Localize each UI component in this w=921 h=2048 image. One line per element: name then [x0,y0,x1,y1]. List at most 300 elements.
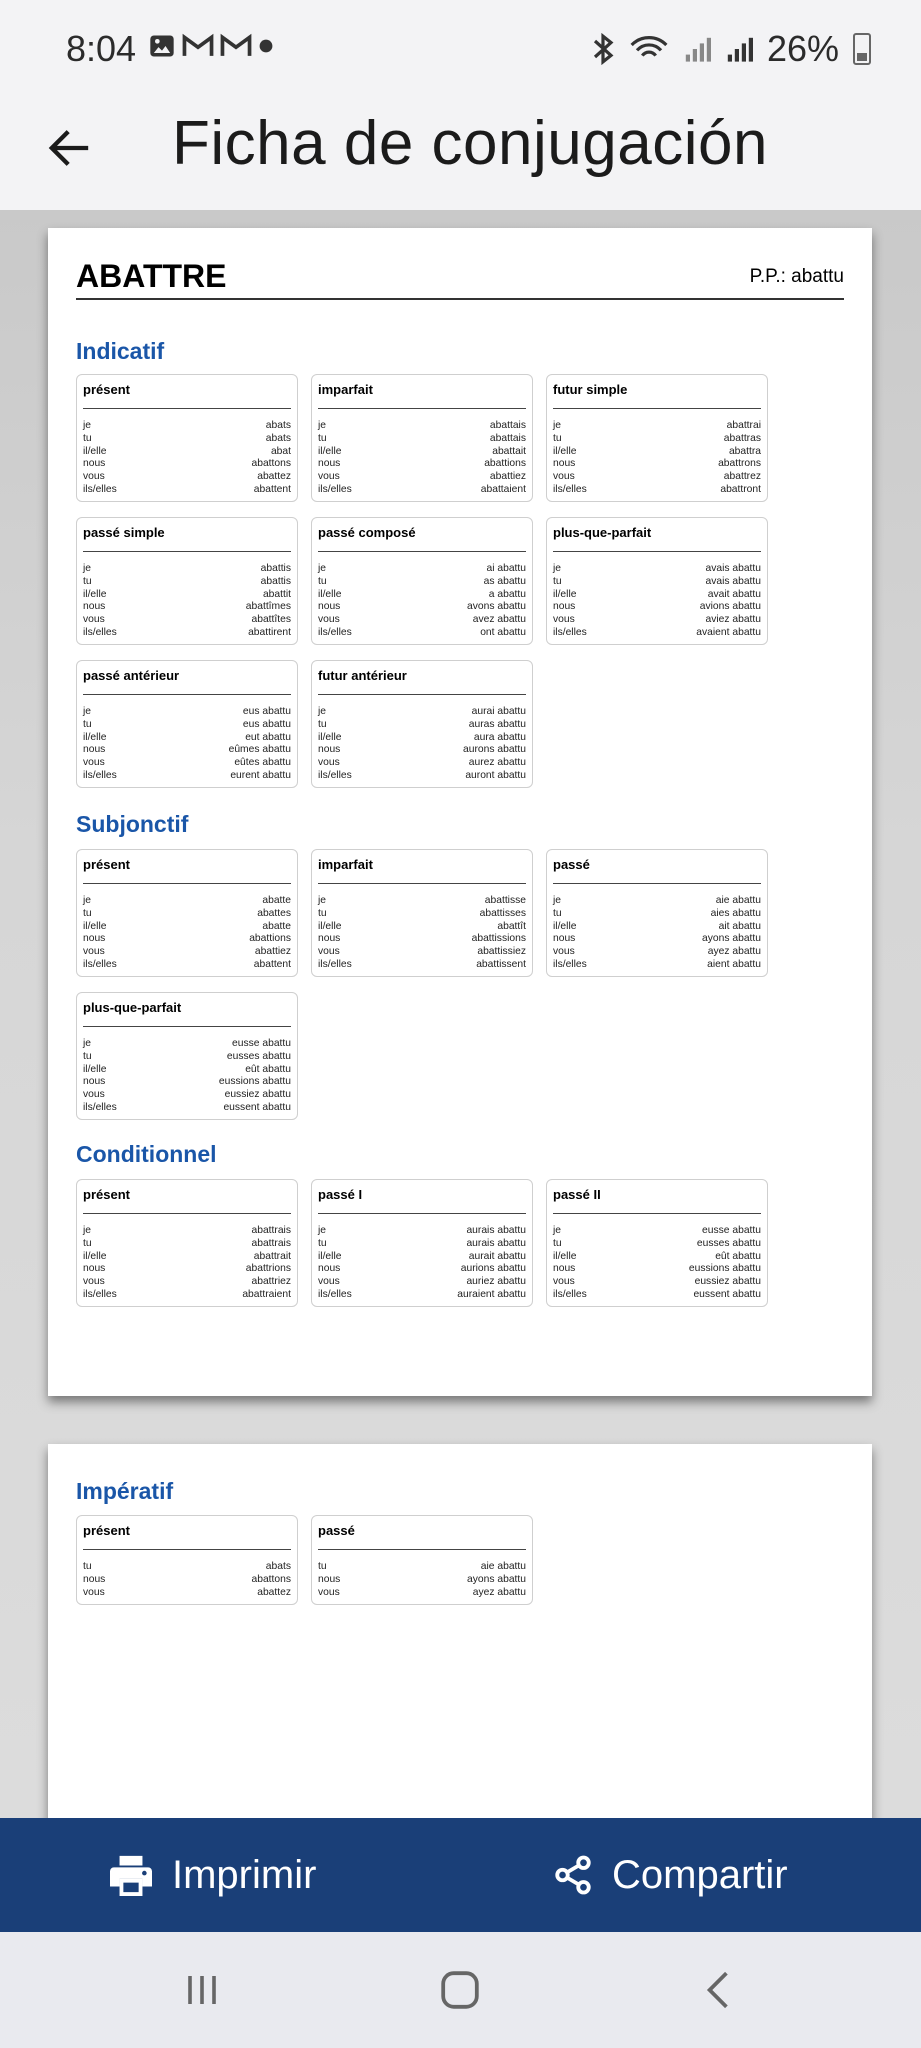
mood-heading-subjonctif: Subjonctif [76,811,189,837]
conjugation-row [83,908,291,921]
status-time: 8:04 [66,28,137,69]
tense-title: futur simple [553,382,761,409]
conjugation-row [553,1263,761,1276]
pronoun: ils/elles [553,1288,587,1300]
verb-form: abattîtes [251,614,291,626]
pronoun: je [553,1225,562,1236]
conjugation-rows [553,563,761,640]
document-preview[interactable] [0,210,921,1818]
pronoun: ils/elles [553,626,587,638]
verb-form: aura abattu [473,731,526,743]
conjugation-row [83,1076,291,1089]
pronoun: nous [553,458,576,470]
pronoun: tu [318,1237,327,1249]
pronoun: vous [83,1089,105,1101]
verb-form: eussions abattu [218,1076,291,1088]
print-label: Imprimir [172,1852,317,1897]
tense-card-indicatif-present [76,374,298,502]
pronoun: je [83,563,92,574]
verb-form: abatte [262,920,291,932]
tense-card-indicatif-passe-compose [311,517,533,645]
tense-title: présent [83,1523,291,1550]
conjugation-row [318,959,526,972]
conjugation-row [83,706,291,719]
verb-form: abattît [497,920,526,932]
pronoun: il/elle [83,1063,107,1075]
conjugation-row [83,1561,291,1574]
verb-form: abattrions [245,1263,291,1275]
tense-title: passé II [553,1187,761,1214]
pronoun: tu [318,432,327,444]
tense-title: plus-que-parfait [83,1000,291,1027]
tense-title: passé [553,857,761,884]
conjugation-row [83,601,291,614]
conjugation-row [318,1276,526,1289]
tense-card-indicatif-imparfait [311,374,533,502]
system-icons [591,28,871,70]
pronoun: vous [318,946,340,958]
conjugation-row [83,1238,291,1251]
verb-form: avions abattu [699,601,761,613]
tense-title: passé composé [318,525,526,552]
conjugation-row [553,921,761,934]
conjugation-row [83,420,291,433]
conjugation-row [83,627,291,640]
tense-card-subjonctif-present [76,849,298,977]
conjugation-rows [83,420,291,497]
recent-apps-button[interactable] [172,1960,232,2020]
pronoun: tu [83,575,92,587]
conjugation-rows [318,1225,526,1302]
verb-form: abattais [489,420,526,431]
conjugation-row [318,627,526,640]
action-bar [0,1818,921,1932]
pronoun: tu [318,718,327,730]
verb-form: auront abattu [465,769,526,781]
conjugation-row [553,589,761,602]
pronoun: vous [318,1276,340,1288]
conjugation-row [318,921,526,934]
pronoun: vous [553,946,575,958]
conjugation-row [318,933,526,946]
battery-percent: 26% [766,28,839,69]
pronoun: vous [83,614,105,626]
pronoun: je [83,1038,92,1049]
verb-form: aie abattu [715,895,761,906]
pronoun: ils/elles [318,769,352,781]
verb-form: auriez abattu [466,1276,526,1288]
verb-form: avais abattu [705,575,761,587]
conjugation-row [553,1238,761,1251]
conjugation-row [318,576,526,589]
pronoun: vous [553,1276,575,1288]
conjugation-rows [83,895,291,972]
conjugation-row [553,601,761,614]
status-bar [0,0,921,100]
verb-form: abattais [489,432,526,444]
conjugation-row [83,757,291,770]
conjugation-row [318,744,526,757]
verb-form: abattrais [251,1225,291,1236]
conjugation-row [318,601,526,614]
conjugation-rows [553,420,761,497]
verb-form: abattrais [251,1237,291,1249]
share-button[interactable] [552,1818,788,1932]
gmail-icon [220,33,252,59]
document-header [76,258,844,300]
conjugation-row [553,576,761,589]
conjugation-row [553,420,761,433]
conjugation-row [83,1102,291,1115]
conjugation-row [83,1089,291,1102]
conjugation-row [553,1276,761,1289]
battery-icon [853,33,871,65]
pronoun: vous [318,471,340,483]
pronoun: il/elle [83,731,107,743]
pronoun: je [318,895,327,906]
conjugation-row [553,908,761,921]
pronoun: il/elle [318,445,342,457]
pronoun: nous [83,933,106,945]
verb-form: abattait [492,445,526,457]
conjugation-row [318,563,526,576]
print-button[interactable] [108,1818,316,1932]
verb-form: eusse abattu [702,1225,761,1236]
conjugation-row [318,446,526,459]
conjugation-row [83,1574,291,1587]
tense-title: passé [318,1523,526,1550]
recent-apps-icon [182,1970,222,2010]
tense-title: présent [83,857,291,884]
pronoun: il/elle [318,920,342,932]
app-bar [0,100,921,210]
pronoun: je [83,420,92,431]
verb-form: a abattu [488,588,526,600]
verb-form: abattront [720,483,761,495]
verb-form: aie abattu [480,1561,526,1572]
pronoun: ils/elles [553,483,587,495]
pronoun: tu [553,1237,562,1249]
tense-title: imparfait [318,382,526,409]
tense-title: futur antérieur [318,668,526,695]
verb-form: abattisse [484,895,526,906]
conjugation-rows [553,1225,761,1302]
verb-form: abattez [257,471,291,483]
pronoun: je [553,895,562,906]
conjugation-rows [318,1561,526,1599]
pronoun: nous [318,1573,341,1585]
conjugation-row [83,1587,291,1600]
tense-card-indicatif-plus-que-parfait [546,517,768,645]
home-icon [439,1969,481,2011]
pronoun: je [553,420,562,431]
tense-card-conditionnel-present [76,1179,298,1307]
verb-form: eus abattu [242,718,291,730]
conjugation-row [553,895,761,908]
conjugation-row [553,458,761,471]
conjugation-row [83,921,291,934]
verb-form: ait abattu [718,920,761,932]
tense-card-subjonctif-plus-que-parfait [76,992,298,1120]
gmail-icon [182,33,214,59]
conjugation-row [553,433,761,446]
conjugation-row [83,732,291,745]
tense-card-imperatif-present [76,1515,298,1605]
verb-form: aies abattu [710,907,761,919]
verb-form: avais abattu [705,563,761,574]
pronoun: ils/elles [318,958,352,970]
tense-card-subjonctif-imparfait [311,849,533,977]
conjugation-row [83,719,291,732]
verb-form: abattis [260,575,291,587]
pronoun: vous [83,946,105,958]
pronoun: nous [318,601,341,613]
conjugation-row [553,614,761,627]
conjugation-row [553,446,761,459]
past-participle: P.P.: abattu [749,266,844,287]
conjugation-row [318,1251,526,1264]
pronoun: il/elle [553,1250,577,1262]
pronoun: nous [83,1263,106,1275]
conjugation-row [83,770,291,783]
verb-form: eussiez abattu [694,1276,761,1288]
tense-card-indicatif-passe-anterieur [76,660,298,788]
verb-form: ai abattu [486,563,526,574]
verb-form: abattras [723,432,761,444]
conjugation-row [553,627,761,640]
verb-form: abatte [262,895,291,906]
tense-title: passé simple [83,525,291,552]
tense-title: passé I [318,1187,526,1214]
verb-form: eût abattu [245,1063,291,1075]
pronoun: nous [318,933,341,945]
pronoun: nous [83,601,106,613]
pronoun: ils/elles [83,769,117,781]
pronoun: nous [83,458,106,470]
pronoun: vous [553,614,575,626]
conjugation-row [553,471,761,484]
conjugation-row [318,770,526,783]
pronoun: ils/elles [83,1101,117,1113]
tense-card-conditionnel-passe-i [311,1179,533,1307]
home-button[interactable] [430,1960,490,2020]
conjugation-row [318,1587,526,1600]
page-title: Ficha de conjugación [172,109,768,178]
conjugation-row [83,576,291,589]
verb-form: eurent abattu [230,769,291,781]
arrow-left-icon [48,128,92,168]
conjugation-row [553,1289,761,1302]
verb-form: abattent [253,483,291,495]
verb-form: eusses abattu [696,1237,761,1249]
pronoun: nous [553,933,576,945]
system-nav-bar [0,1932,921,2048]
verb-form: abattons [251,1573,291,1585]
conjugation-row [83,563,291,576]
verb-form: aurons abattu [463,744,526,756]
verb-form: abattraient [242,1288,291,1300]
verb-form: ayons abattu [702,933,761,945]
verb-form: abattit [262,588,291,600]
mood-heading-conditionnel: Conditionnel [76,1141,217,1167]
conjugation-rows [83,1561,291,1599]
printer-icon [108,1854,154,1896]
conjugation-row [318,420,526,433]
pronoun: nous [553,601,576,613]
verb-form: eût abattu [715,1250,761,1262]
verb-form: abattez [257,1586,291,1598]
pronoun: il/elle [83,1250,107,1262]
conjugation-row [553,563,761,576]
conjugation-row [83,946,291,959]
conjugation-row [318,614,526,627]
verb-form: abats [265,1561,291,1572]
conjugation-row [318,946,526,959]
verb-form: avait abattu [707,588,761,600]
conjugation-row [318,1561,526,1574]
image-icon [148,32,176,60]
pronoun: vous [83,757,105,769]
verb-title: ABATTRE [76,258,227,294]
verb-form: aurions abattu [460,1263,526,1275]
conjugation-row [553,484,761,497]
verb-form: aviez abattu [705,614,761,626]
conjugation-row [318,1289,526,1302]
pronoun: tu [83,1561,92,1572]
pronoun: je [318,563,327,574]
pronoun: il/elle [83,588,107,600]
conjugation-rows [553,895,761,972]
pronoun: nous [83,1076,106,1088]
verb-form: aurais abattu [466,1225,526,1236]
conjugation-row [318,1225,526,1238]
verb-form: abattis [260,563,291,574]
bluetooth-icon [591,33,615,65]
verb-form: ayons abattu [467,1573,526,1585]
conjugation-rows [318,895,526,972]
pronoun: tu [553,575,562,587]
conjugation-rows [83,1225,291,1302]
pronoun: je [83,706,92,717]
verb-form: abattions [249,933,291,945]
conjugation-row [318,1238,526,1251]
conjugation-rows [83,706,291,783]
back-nav-button[interactable] [688,1960,748,2020]
conjugation-row [83,744,291,757]
conjugation-row [553,1225,761,1238]
verb-form: aient abattu [707,958,761,970]
verb-form: abattiez [489,471,526,483]
pronoun: nous [83,1573,106,1585]
pronoun: tu [83,432,92,444]
verb-form: eussent abattu [223,1101,291,1113]
verb-form: abats [265,420,291,431]
verb-form: aurai abattu [471,706,526,717]
document-page-2 [48,1444,872,1818]
conjugation-rows [83,563,291,640]
verb-form: abattra [728,445,761,457]
pronoun: tu [83,718,92,730]
tense-card-indicatif-futur-anterieur [311,660,533,788]
document-page-1 [48,228,872,1396]
conjugation-row [553,1251,761,1264]
verb-form: eussent abattu [693,1288,761,1300]
verb-form: abattisses [479,907,526,919]
verb-form: eusse abattu [232,1038,291,1049]
dot-icon [258,38,274,54]
verb-form: abattrons [718,458,761,470]
conjugation-row [83,589,291,602]
verb-form: abattons [251,458,291,470]
tense-card-subjonctif-passe [546,849,768,977]
conjugation-row [83,1289,291,1302]
conjugation-row [318,458,526,471]
back-chevron-icon [700,1969,736,2011]
pronoun: il/elle [553,588,577,600]
verb-form: eûtes abattu [234,757,291,769]
conjugation-row [318,895,526,908]
pronoun: ils/elles [83,626,117,638]
pronoun: ils/elles [318,1288,352,1300]
pronoun: nous [318,1263,341,1275]
pronoun: tu [83,1237,92,1249]
signal-icon [683,33,711,65]
conjugation-row [318,433,526,446]
conjugation-row [318,732,526,745]
pronoun: nous [318,744,341,756]
pronoun: ils/elles [553,958,587,970]
mood-heading-imperatif: Impératif [76,1478,174,1504]
conjugation-row [83,433,291,446]
verb-form: aurait abattu [468,1250,526,1262]
tense-title: présent [83,1187,291,1214]
verb-form: abat [270,445,291,457]
back-button[interactable] [40,118,100,178]
conjugation-row [83,1263,291,1276]
pronoun: nous [83,744,106,756]
pronoun: il/elle [318,588,342,600]
pronoun: ils/elles [318,626,352,638]
conjugation-row [318,589,526,602]
conjugation-row [83,895,291,908]
notification-icons [148,32,274,60]
verb-form: abattrez [723,471,761,483]
pronoun: tu [83,907,92,919]
pronoun: ils/elles [83,483,117,495]
conjugation-row [83,1251,291,1264]
conjugation-row [83,484,291,497]
verb-form: eussiez abattu [224,1089,291,1101]
conjugation-row [318,1574,526,1587]
verb-form: aurez abattu [468,757,526,769]
pronoun: vous [553,471,575,483]
verb-form: abattiez [254,946,291,958]
pronoun: je [318,706,327,717]
verb-form: ayez abattu [707,946,761,958]
pronoun: tu [553,907,562,919]
conjugation-rows [318,420,526,497]
pronoun: vous [318,757,340,769]
verb-form: abattes [257,907,291,919]
conjugation-row [83,1064,291,1077]
pronoun: je [318,1225,327,1236]
verb-form: ont abattu [480,626,526,638]
tense-card-indicatif-futur-simple [546,374,768,502]
tense-card-imperatif-passe [311,1515,533,1605]
verb-form: auraient abattu [457,1288,526,1300]
conjugation-row [318,471,526,484]
verb-form: as abattu [483,575,526,587]
